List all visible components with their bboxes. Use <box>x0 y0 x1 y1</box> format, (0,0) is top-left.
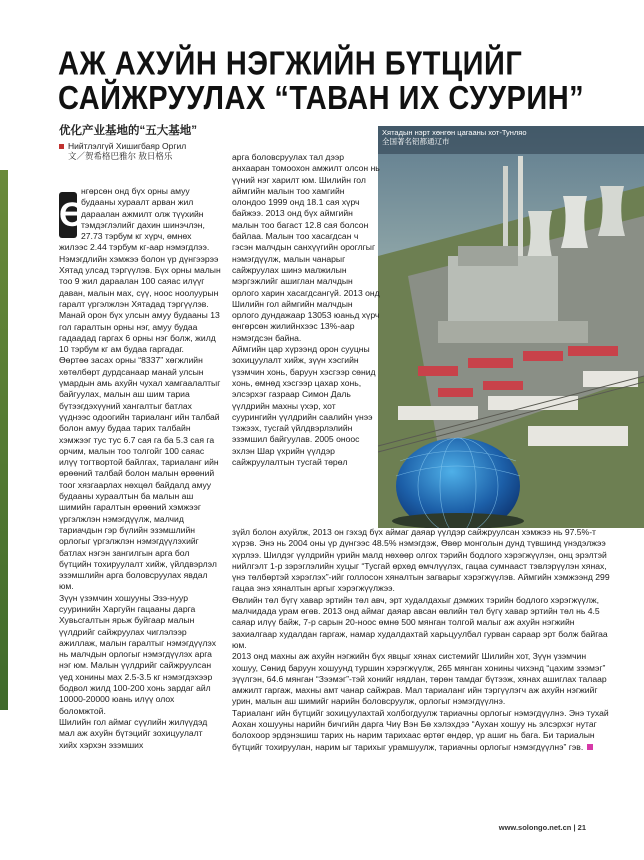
photo-caption-mn: Хятадын нэрт хөнгөн цагааны хот-Тунляо <box>382 128 527 137</box>
byline-line-1: Нийтлэлгүй Хишигбаяр Оргил <box>68 141 187 151</box>
wide-text: зүйл болон ахуйлж, 2013 он гэхэд бүх аймаг даяар үүлдэр сайжруулсан хэмжээ нь 97.5%-т хүрэв. Энэ нь 2004 оны үр дүнгээс 48.5% нэмэгдэж, Өвөр монголын дунд түвшинд үнэдэлжээ хүрлээ. Шилдэг үүлдрийн үрийн малд нөхөөр олгох тэрийн бодлого хэрэгжүүлэн, онц эрэлтэй нийлгэлт 1-р зэрэглэлийн хуцыг “Тусгай өрхөд өмчлүүлэх, гацаа сумнааст тэвлэрүүлэн хянах, үнэ төлбөртэй хэрэглэх”-ийг голлосон хяналтын загварыг хэрэгжүүлэв. Аймгийн хэмжээнд 299 гацаа энэ хяналтын аргыг хэрэгжүүлжээ. Өвлийн төл бүгү хавар эртийн төл авч, эрт худалдахыг дэмжих тэрийн бодлого хэрэгжүүлж, малчидада урам өгөв. 2013 онд аймаг даяар авсан өвлийн төл бүгү хавар эртийн төл нь 4.5 саяар илүү байж, 7-р сарын 20-ноос өмнө 500 мянган толгой малыг аж ахуйн нэгжийн захиалгаар худалдан гаргаж, намар худалдахтай харьцуулбал гурван сараар эрт болж байгаа юм. 2013 онд махны аж ахуйн нэгжийн бүх явцыг хянах системийг Шилийн хот, Зүүн үзэмчин хошуу, Сөнид баруун хошуунд туршин хэрэгжүүлж, 265 мянган хонины чихэнд “цахим зээмэг” зүүлгэн, 64.6 мянган “Зээмэг”-тэй хонийг нядлан, төрөн тамдаг бүтээж, хянах ашиглах талаар амжилт гаргаж, махны амт чанар сайжрав. Мал тариаланг ийн тэргүүлэгч аж ахуйн нэгжийг урин, малын аш шимийг нарийн боловсруулж, орлогыг нэмэгдүүлнэ. Тариаланг ийн бүтцийг зохицуулахтай холбогдуулж тариачны орлогыг нэмэгдүүлнэ. Энэ тухай Аохан хошууны нарийн бичгийн дарга Чиү Вэн Бө хэлэхдээ “Аухан хошуу нь элсэрхэг нутаг болохоор эрдэнэшиш тарих нь нарим тарихаас өртөг өндөр, үр ашиг нь бага. Би тариалын бүтцийг тохируулан, нарим ыг тарихыг урамшуулж, тариачны орлогыг нэмэгдүүлнэ” гэв. <box>232 527 610 752</box>
column-1-text: нгөрсөн онд бүх орны амуу будааны хураалт арван жил дараалан ажмилт олж түүхийн тэмдэглэлийг дахин шинэчлэн, 27.73 тэрбум кг хүрч, өмнөх жилээс 2.44 тэрбум кг-аар нэмэгдлээ. Нэмэгдлийн хэмжээ болон үр дүнгээрээ Хятад улсад тэргүүлэв. Бүх орны малын тоо 9 жил дараалан 100 саяас илүүг даван, малын мах, сүү, ноос ноолуурын гаралт үргэлжлэн Хятадад тэргүүлэв. Манай орон бүх улсын амуу будааны 13 гол гаралтын орны нэг, амуу будаа гадаадад гаргах 6 орны нэг болж, жилд 10 тэрбум кг ам будаа гаргадаг. Өөртөө засах орны “8337” хөгжлийн хөтөлбөрт дурдсанаар манай улсын үмардын амь ахуйн чухал хамгаалалтыг байгуулах, малын аш шим тариа бүтээгдэхүүний хангалтыг батлах үүднээс одоогийн тариаланг ийн талбай болон амуу будаа тарих талбайн хэмжээг тус тус 6.7 сая га ба 5.3 сая га орчим, малын тоо толгойг 100 саяас илүү тогтвортой байлгах, тариаланг ийн өрөөний талбай болон малын өрөөний тоог хязгаарлах нөхцөл байдалд амуу будааны хураалтын ба малын аш шимийн гаралтын өрөөний хэмжээг үргэлжлэн нэмэгдүүлж, малчид тариачдын гэр бүлийн эзэмшлийн орлогыг үргэлжлэн нэмэгдүүлэхийг батлах нэгэн зангилгын арга бол бүтцийн тохируулалт хийж, үйлдвэрлэл эзэмшлийн арга боловсруулах явдал юм. Зүүн үзэмчин хошууны Эзэ-нуур сууринийн Харгуйн гацааны дарга Хувьсгалтын ярьж буйгаар малын үүлдрийг сайжруулах чиглэлээр ажиллаж, малын гаралтыг нэмэгдүүлэх нь малчдын орлогыг нэмэгдүүлэх арга нэг юм. Малын үүлдрийг сайжруулсан үед хонины мах 2.5-3.5 кг нэмэгдэхээр бодвол жилд 100-200 хонь зардаг айл 10000-20000 юань илүү олох боломжтой. Шилийн гол аймаг сүүлийн жилүүдэд мал аж ахуйн бүтэцийг зохицуулалт хийх хэрхэн эзэмших <box>59 186 221 750</box>
aluminium-plant-photo <box>378 126 644 528</box>
article-title <box>58 47 618 116</box>
photo-caption <box>382 128 532 146</box>
byline <box>59 141 186 161</box>
article-subtitle: 优化产业基地的“五大基地” <box>59 125 197 137</box>
drop-cap: Ө <box>59 192 77 238</box>
title-line-2: САЙЖРУУЛАХ “ТАВАН ИХ СУУРИН” <box>58 80 585 118</box>
left-page-edge <box>0 170 8 710</box>
page-footer: www.solongo.net.cn | 21 <box>498 823 586 832</box>
title-line-1: АЖ АХУЙН НЭГЖИЙН БҮТЦИЙГ <box>58 45 523 83</box>
column-2-text: арга боловсруулах тал дээр анхааран томоохон амжилт олсон нь үүний нэг харилт юм. Шилийн гол аймгийн малын тоо хамгийн олондоо 1999 онд 18.1 сая хүрч байжээ. 2013 онд бүх аймгийн малын тоо багаст 12.8 сая болсон байлаа. Малын тоо хасагдсан ч гэсэн малчдын санхүүгийн ороглгыг нэмэгдүүлж, малын чанарыг сайжруулах шинэ малжилын мэргэжлийг ашиглан малчдын орлого харин хасагдсангүй. 2013 онд Шилийн гол аймгийн малчдын орлого дундажаар 13053 юаньд хүрч өнгөрсөн жилийнхээс 13%-аар нэмэгдсэн байна. Аймгийн цар хүрээнд орон сууцны зохицуулалт хийж, зүүн хэсгийн үзэмчин хонь, баруун хэсгээр сөнид хонь, өмнөд хэсгээр цахар хонь, элсэрхэг газраар Симон Даль үүлдрийн махны үхэр, хот суурингийн үүлдрийн саалийн үнээ тэжээх, тусгай үйлдвэрлэлийн эзэмшил байгуулав. 2005 оноос эхлэн Шар үхрийн үүлдэр сайжруулалтын тусгай төрөл <box>232 152 380 468</box>
body-column-2 <box>232 152 380 468</box>
body-column-1 <box>59 186 221 751</box>
byline-line-2: 文／贺希格巴雅尔 敖日格乐 <box>68 151 173 161</box>
photo-caption-cn: 全国著名铝都通辽市 <box>382 137 450 146</box>
wide-column-text <box>232 527 614 753</box>
end-mark-icon <box>587 744 593 750</box>
byline-marker-icon <box>59 144 64 149</box>
body-wide-column <box>232 527 614 753</box>
